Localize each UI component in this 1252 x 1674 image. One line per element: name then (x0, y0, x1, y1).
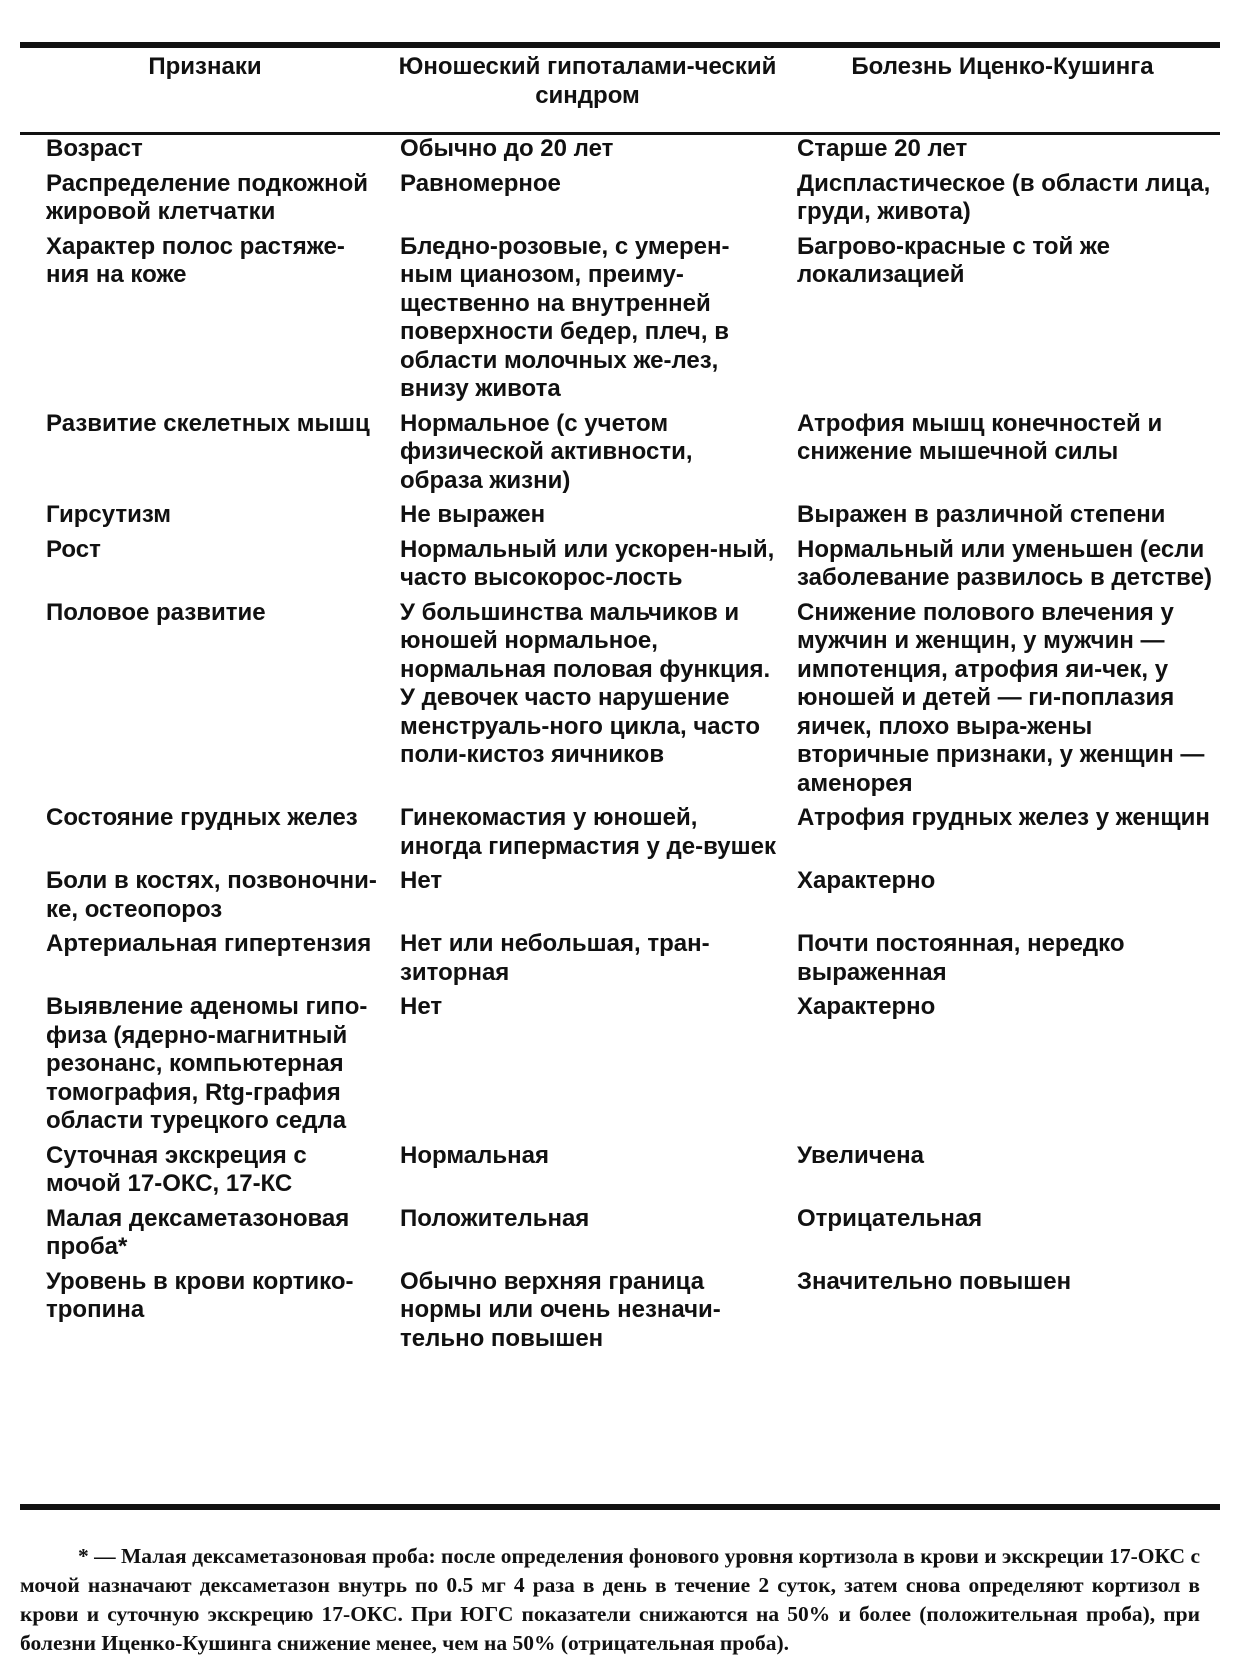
cell-sign: Боли в костях, позвоночни-ке, остеопороз (46, 867, 377, 923)
cell-cushing: Отрицательная (797, 1204, 983, 1232)
cell-sign: Распределение подкожной жировой клетчатки (46, 169, 369, 225)
cell-juvenile: Нормальная (400, 1141, 549, 1169)
header-cushing-disease: Болезнь Иценко-Кушинга (851, 53, 1154, 80)
cell-cushing: Характерно (797, 867, 936, 894)
cell-juvenile: Гинекомастия у юношей, иногда гипермастия у де-вушек (400, 804, 776, 860)
cell-sign: Характер полос растяже-ния на коже (46, 232, 345, 288)
bottom-rule (20, 1504, 1220, 1510)
cell-cushing: Старше 20 лет (797, 135, 968, 162)
footnote: * — Малая дексаметазоновая проба: после определения фонового уровня кортизола в крови и экскреции 17-ОКС с мочой назначают дексаметазон внутрь по 0.5 мг 4 раза в день в течение 2 суток, затем снова определяют кортизол в крови и суточную экскрецию 17-ОКС. При ЮГС показатели снижаются на 50% и более (положительная проба), при болезни Иценко-Кушинга снижение менее, чем на 50% (отрицательная проба). (20, 1543, 1200, 1655)
cell-juvenile: Нет (400, 993, 443, 1020)
cell-juvenile: Нет (400, 867, 443, 894)
table-row (20, 927, 1220, 990)
cell-cushing: Атрофия мышц конечностей и снижение мышечной силы (797, 409, 1163, 465)
header-signs: Признаки (148, 53, 262, 80)
table-row (20, 801, 1220, 864)
table-row (20, 1202, 1220, 1265)
cell-cushing: Выражен в различной степени (797, 501, 1166, 528)
cell-cushing: Увеличена (797, 1141, 924, 1169)
table-row (20, 132, 1220, 167)
cell-juvenile: Нормальный или ускорен-ный, часто высокорос-лость (400, 535, 775, 591)
cell-cushing: Нормальный или уменьшен (если заболевание развилось в детстве) (797, 535, 1212, 591)
table-row (20, 230, 1220, 407)
cell-cushing: Атрофия грудных желез у женщин (797, 804, 1210, 831)
header-row (20, 50, 1220, 132)
top-rule (20, 42, 1220, 48)
cell-cushing: Снижение полового влечения у мужчин и женщин, у мужчин — импотенция, атрофия яи-чек, у юношей и детей — ги-поплазия яичек, плохо выра-жены вторичные признаки, у женщин — аменорея (797, 598, 1205, 797)
cell-juvenile: Обычно до 20 лет (400, 135, 614, 162)
cell-juvenile: Не выражен (400, 501, 546, 528)
cell-sign: Развитие скелетных мышц (46, 409, 370, 437)
cell-cushing: Значительно повышен (797, 1267, 1072, 1295)
cell-juvenile: Бледно-розовые, с умерен-ным цианозом, преиму-щественно на внутренней поверхности бедер, плеч, в области молочных же-лез, внизу живота (400, 232, 730, 402)
cell-sign: Суточная экскреция с мочой 17-ОКС, 17-КС (46, 1141, 307, 1197)
table-row (20, 407, 1220, 499)
cell-sign: Малая дексаметазоновая проба* (46, 1204, 350, 1260)
cell-juvenile: Нормальное (с учетом физической активности, образа жизни) (400, 409, 693, 494)
cell-sign: Уровень в крови кортико-тропина (46, 1267, 354, 1323)
cell-sign: Состояние грудных желез (46, 804, 358, 831)
cell-juvenile: Положительная (400, 1204, 590, 1232)
table-row (20, 533, 1220, 596)
cell-juvenile: У большинства мальчиков и юношей нормальное, нормальная половая функция. У девочек часто нарушение менструаль-ного цикла, часто поли-кистоз яичников (400, 598, 771, 768)
cell-juvenile: Обычно верхняя граница нормы или очень незначи-тельно повышен (400, 1267, 721, 1352)
table-row (20, 596, 1220, 802)
cell-juvenile: Равномерное (400, 169, 561, 197)
cell-sign: Выявление аденомы гипо-физа (ядерно-магнитный резонанс, компьютерная томография, Rtg-графия области турецкого седла (46, 993, 368, 1134)
table-header (20, 50, 1220, 132)
cell-cushing: Багрово-красные с той же локализацией (797, 232, 1110, 288)
cell-cushing: Характерно (797, 993, 936, 1020)
cell-sign: Половое развитие (46, 598, 266, 626)
table-row (20, 167, 1220, 230)
table-row (20, 1139, 1220, 1202)
table-row (20, 990, 1220, 1139)
cell-cushing: Диспластическое (в области лица, груди, живота) (797, 169, 1211, 225)
cell-sign: Возраст (46, 135, 143, 162)
comparison-table (20, 50, 1220, 1356)
header-juvenile-syndrome: Юношеский гипоталами-ческий синдром (398, 53, 777, 109)
cell-sign: Артериальная гипертензия (46, 930, 372, 957)
cell-juvenile: Нет или небольшая, тран-зиторная (400, 930, 710, 986)
table-row (20, 1265, 1220, 1357)
cell-cushing: Почти постоянная, нередко выраженная (797, 930, 1125, 986)
table-row (20, 864, 1220, 927)
table-body (20, 132, 1220, 1356)
cell-sign: Гирсутизм (46, 501, 172, 528)
table-row (20, 498, 1220, 533)
cell-sign: Рост (46, 535, 101, 563)
